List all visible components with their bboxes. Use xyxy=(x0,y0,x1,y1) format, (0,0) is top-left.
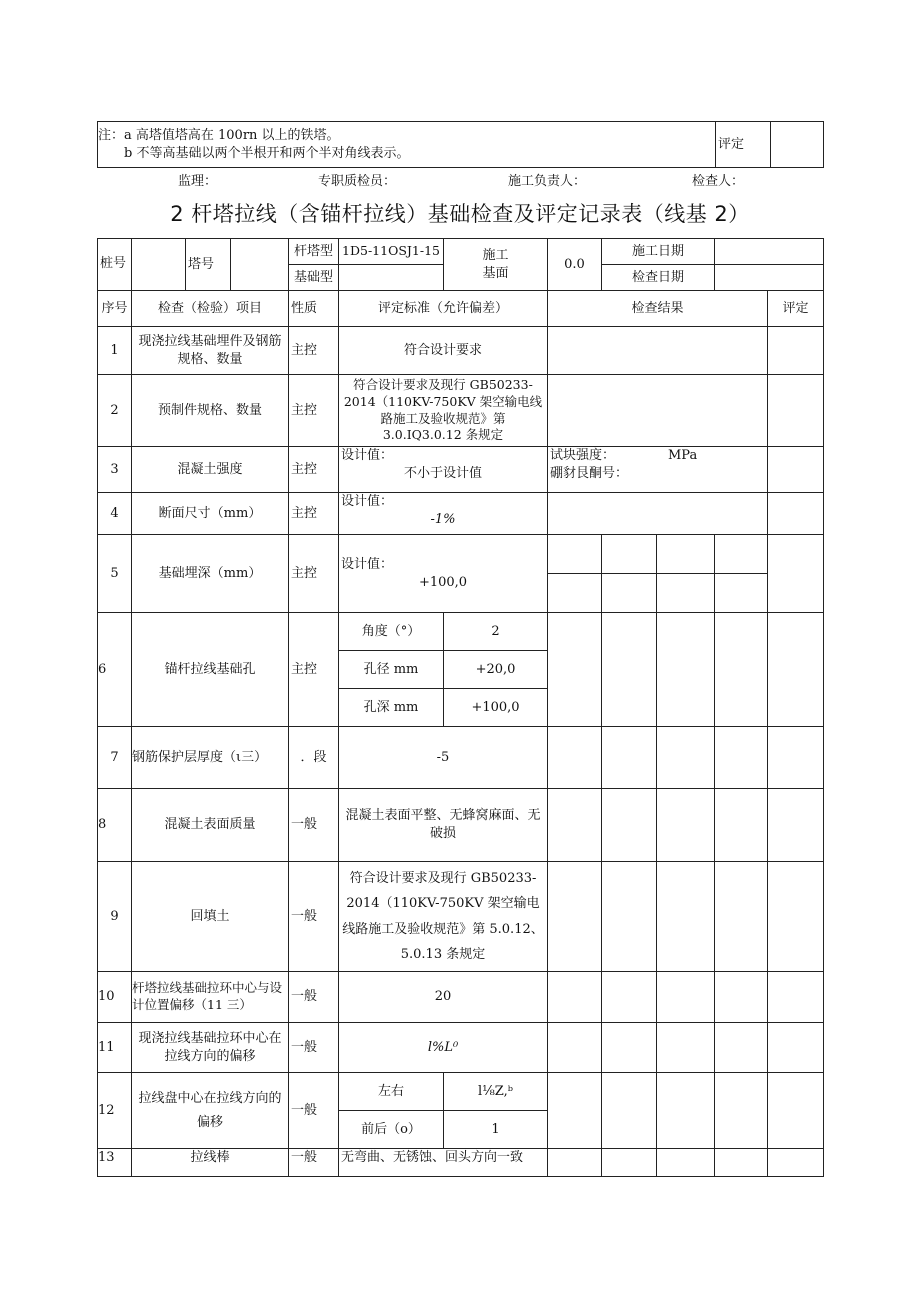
sub-value: 1 xyxy=(444,1111,548,1149)
col-eval: 评定 xyxy=(768,291,824,327)
result-cell[interactable] xyxy=(548,789,602,862)
row-item: 混凝土强度 xyxy=(132,447,289,493)
construction-base-label-1: 施工 xyxy=(482,247,509,263)
row-nature: 一般 xyxy=(289,862,339,972)
result-cell[interactable] xyxy=(602,789,657,862)
row-eval[interactable] xyxy=(768,1023,824,1073)
sub-label: 孔深 mm xyxy=(339,689,444,727)
result-cell[interactable] xyxy=(715,972,768,1023)
standard-text: +100,0 xyxy=(418,574,468,590)
design-value-label: 设计值： xyxy=(341,448,394,463)
table-row xyxy=(98,1149,824,1177)
result-cell[interactable] xyxy=(657,862,715,972)
row-no: 11 xyxy=(98,1023,132,1073)
pile-no-value[interactable] xyxy=(132,239,186,291)
sub-value: l⅛Z,ᵇ xyxy=(444,1073,548,1111)
row-no: 2 xyxy=(98,375,132,447)
table-row xyxy=(98,1073,824,1111)
design-value-label: 设计值： xyxy=(341,494,394,509)
result-cell[interactable] xyxy=(715,613,768,727)
row-eval[interactable] xyxy=(768,375,824,447)
sub-label: 左右 xyxy=(339,1073,444,1111)
result-cell[interactable] xyxy=(715,862,768,972)
construction-leader-label: 施工负责人： xyxy=(508,174,587,189)
row-no: 4 xyxy=(98,493,132,535)
tower-type-value[interactable]: 1D5-11OSJ1-15 xyxy=(339,239,444,265)
table-row xyxy=(98,613,824,651)
row-standard: 符合设计要求及现行 GB50233-2014（110KV-750KV 架空输电线路施工及验收规范》第 5.0.12、5.0.13 条规定 xyxy=(339,862,548,972)
row-nature: 一般 xyxy=(289,1073,339,1149)
result-cell[interactable] xyxy=(715,535,768,574)
row-item: 拉线棒 xyxy=(132,1149,289,1177)
result-cell[interactable] xyxy=(657,1073,715,1149)
construction-date-label: 施工日期 xyxy=(602,239,715,265)
row-eval[interactable] xyxy=(768,862,824,972)
inspector-label: 检查人： xyxy=(692,174,745,189)
result-cell[interactable] xyxy=(602,613,657,727)
row-eval[interactable] xyxy=(768,327,824,375)
row-nature: 一般 xyxy=(289,1149,339,1177)
table-row xyxy=(98,789,824,862)
result-cell[interactable] xyxy=(657,789,715,862)
result-cell[interactable] xyxy=(657,613,715,727)
result-cell[interactable] xyxy=(602,1023,657,1073)
foundation-type-value[interactable] xyxy=(339,265,444,291)
supervisor-label: 监理： xyxy=(178,174,218,189)
table-row xyxy=(98,327,824,375)
row-item: 钢筋保护层厚度（ι三） xyxy=(132,727,289,789)
row-standard xyxy=(339,535,548,613)
result-cell[interactable] xyxy=(548,613,602,727)
inspection-date-label: 检查日期 xyxy=(602,265,715,291)
tower-no-label: 塔号 xyxy=(186,239,231,291)
row-no: 1 xyxy=(98,327,132,375)
result-cell[interactable] xyxy=(602,1149,657,1177)
construction-date-value[interactable] xyxy=(715,239,824,265)
row-result[interactable] xyxy=(548,375,768,447)
result-cell[interactable] xyxy=(715,574,768,613)
note-eval-label: 评定 xyxy=(716,122,771,168)
row-no: 3 xyxy=(98,447,132,493)
result-cell[interactable] xyxy=(657,1023,715,1073)
row-item: 现浇拉线基础拉环中心在拉线方向的偏移 xyxy=(132,1023,289,1073)
sub-label: 前后（o） xyxy=(339,1111,444,1149)
result-cell[interactable] xyxy=(657,535,715,574)
table-row xyxy=(98,493,824,535)
col-standard: 评定标准（允许偏差） xyxy=(339,291,548,327)
row-item: 回填土 xyxy=(132,862,289,972)
table-row xyxy=(98,972,824,1023)
row-nature: 主控 xyxy=(289,327,339,375)
col-nature: 性质 xyxy=(289,291,339,327)
row-eval[interactable] xyxy=(768,613,824,727)
row-result[interactable] xyxy=(548,493,768,535)
col-item: 检查（检验）项目 xyxy=(132,291,289,327)
row-standard: 符合设计要求 xyxy=(339,327,548,375)
result-cell[interactable] xyxy=(548,1023,602,1073)
row-standard: -5 xyxy=(339,727,548,789)
standard-text: -1% xyxy=(430,511,456,527)
inspection-table xyxy=(97,238,824,1177)
row-item: 混凝土表面质量 xyxy=(132,789,289,862)
note-text xyxy=(98,122,716,168)
row-result[interactable] xyxy=(548,327,768,375)
table-row xyxy=(98,447,824,493)
row-no: 8 xyxy=(98,789,132,862)
row-item: 杆塔拉线基础拉环中心与设计位置偏移（11 三） xyxy=(132,972,289,1023)
result-cell[interactable] xyxy=(657,574,715,613)
row-eval[interactable] xyxy=(768,727,824,789)
row-item: 断面尺寸（mm） xyxy=(132,493,289,535)
row-item: 现浇拉线基础埋件及钢筋规格、数量 xyxy=(132,327,289,375)
row-nature: 主控 xyxy=(289,375,339,447)
row-nature: 一般 xyxy=(289,972,339,1023)
construction-base-value[interactable]: 0.0 xyxy=(548,239,602,291)
note-line-1: 注：a 高塔值塔高在 100rn 以上的铁塔。 xyxy=(98,127,340,143)
note-eval-cell[interactable] xyxy=(771,122,824,168)
row-nature: 主控 xyxy=(289,447,339,493)
result-cell[interactable] xyxy=(602,574,657,613)
result-cell[interactable] xyxy=(548,972,602,1023)
row-standard: 无弯曲、无锈蚀、回头方向一致 xyxy=(339,1149,548,1177)
foundation-type-label: 基础型 xyxy=(289,265,339,291)
result-cell[interactable] xyxy=(548,1073,602,1149)
result-cell[interactable] xyxy=(657,727,715,789)
row-no: 9 xyxy=(98,862,132,972)
result-cell[interactable] xyxy=(602,862,657,972)
inspection-date-value[interactable] xyxy=(715,265,824,291)
row-eval[interactable] xyxy=(768,1149,824,1177)
table-row xyxy=(98,535,824,574)
construction-base-label-2: 基面 xyxy=(482,265,509,281)
result-cell[interactable] xyxy=(602,972,657,1023)
note-table xyxy=(97,121,824,168)
row-eval[interactable] xyxy=(768,447,824,493)
row-nature: 一般 xyxy=(289,1023,339,1073)
table-row xyxy=(98,375,824,447)
result-cell[interactable] xyxy=(548,862,602,972)
row-no: 5 xyxy=(98,535,132,613)
strength-label: 试块强度： xyxy=(550,448,616,463)
result-cell[interactable] xyxy=(548,574,602,613)
row-no: 7 xyxy=(98,727,132,789)
row-item: 拉线盘中心在拉线方向的偏移 xyxy=(132,1073,289,1149)
result-cell[interactable] xyxy=(657,972,715,1023)
result-cell[interactable] xyxy=(602,535,657,574)
row-no: 12 xyxy=(98,1073,132,1149)
col-seq: 序号 xyxy=(98,291,132,327)
row-nature: 主控 xyxy=(289,493,339,535)
row-item: 预制件规格、数量 xyxy=(132,375,289,447)
design-value-label: 设计值： xyxy=(341,556,394,572)
result-cell[interactable] xyxy=(548,1149,602,1177)
row-item: 基础埋深（mm） xyxy=(132,535,289,613)
row-no: 10 xyxy=(98,972,132,1023)
tower-type-label: 杆塔型 xyxy=(289,239,339,265)
sub-value: +20,0 xyxy=(444,651,548,689)
sub-label: 孔径 mm xyxy=(339,651,444,689)
row-nature: 一般 xyxy=(289,789,339,862)
row-standard: 符合设计要求及现行 GB50233-2014（110KV-750KV 架空输电线路施工及验收规范》第 3.0.IQ3.0.12 条规定 xyxy=(339,375,548,447)
row-standard: l%L⁰ xyxy=(339,1023,548,1073)
row-item: 锚杆拉线基础孔 xyxy=(132,613,289,727)
page-title: 2 杆塔拉线（含锚杆拉线）基础检查及评定记录表（线基 2） xyxy=(170,202,750,226)
result-cell[interactable] xyxy=(715,1023,768,1073)
col-result: 检查结果 xyxy=(548,291,768,327)
result-cell[interactable] xyxy=(602,1073,657,1149)
result-cell[interactable] xyxy=(548,535,602,574)
strength-unit: MPa xyxy=(668,448,698,463)
row-eval[interactable] xyxy=(768,789,824,862)
row-standard: 20 xyxy=(339,972,548,1023)
row-nature: 主控 xyxy=(289,613,339,727)
sub-value: 2 xyxy=(444,613,548,651)
row-result[interactable] xyxy=(548,447,768,493)
result-cell[interactable] xyxy=(548,727,602,789)
result-cell[interactable] xyxy=(602,727,657,789)
signature-line xyxy=(0,170,920,190)
result-cell[interactable] xyxy=(715,1149,768,1177)
row-nature: 主控 xyxy=(289,535,339,613)
sub-value: +100,0 xyxy=(444,689,548,727)
row-standard xyxy=(339,493,548,535)
table-row xyxy=(98,727,824,789)
table-row xyxy=(98,1023,824,1073)
row-eval[interactable] xyxy=(768,535,824,613)
tower-no-value[interactable] xyxy=(231,239,289,291)
result-cell[interactable] xyxy=(715,1073,768,1149)
row-nature: ．段 xyxy=(289,727,339,789)
construction-base-label xyxy=(444,239,548,291)
row-eval[interactable] xyxy=(768,1073,824,1149)
sub-label: 角度（°） xyxy=(339,613,444,651)
result-cell[interactable] xyxy=(715,789,768,862)
pile-no-label: 桩号 xyxy=(98,239,132,291)
row-standard xyxy=(339,447,548,493)
row-eval[interactable] xyxy=(768,493,824,535)
result-cell[interactable] xyxy=(715,727,768,789)
table-row xyxy=(98,862,824,972)
row-standard: 混凝土表面平整、无蜂窝麻面、无破损 xyxy=(339,789,548,862)
result-cell[interactable] xyxy=(657,1149,715,1177)
quality-inspector-label: 专职质检员： xyxy=(318,174,397,189)
standard-text: 不小于设计值 xyxy=(403,465,482,481)
note-line-2: b 不等高基础以两个半根开和两个半对角线表示。 xyxy=(124,145,410,161)
row-eval[interactable] xyxy=(768,972,824,1023)
row-no: 6 xyxy=(98,613,132,727)
report-no-label: 硼豺艮酮号： xyxy=(550,466,629,481)
row-no: 13 xyxy=(98,1149,132,1177)
